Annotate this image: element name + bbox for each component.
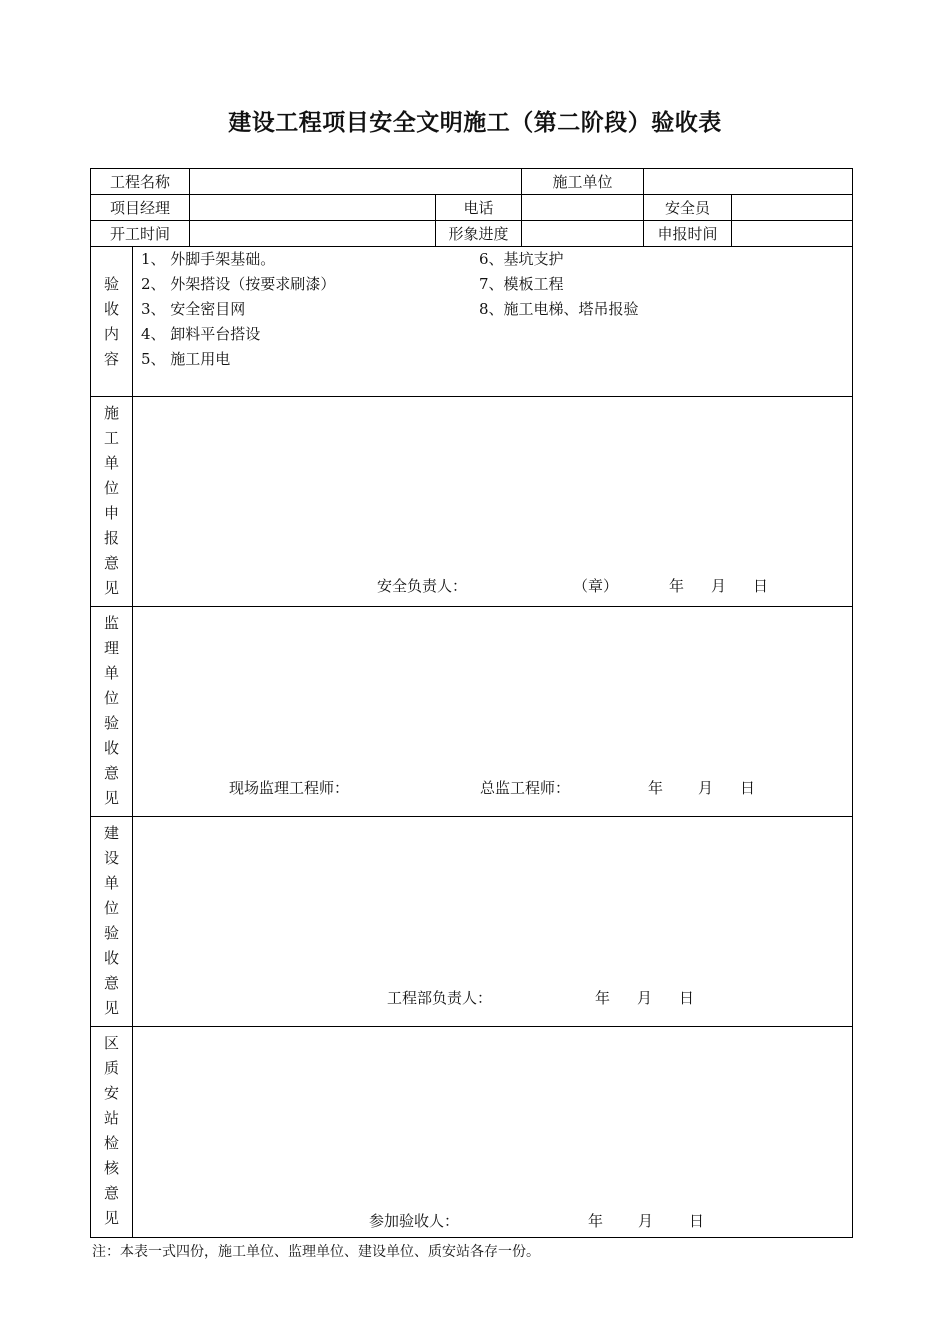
supervision-opinion-label-char: 单 (103, 664, 119, 682)
owner-opinion-label-char: 位 (103, 899, 119, 917)
supervision-opinion-label-char: 验 (103, 714, 119, 732)
construction-opinion-label-char: 工 (103, 429, 119, 447)
supervision-opinion-label-char: 收 (103, 739, 119, 757)
construction-opinion-label (91, 397, 133, 607)
project-name-label (91, 169, 190, 195)
safety-manager-signature-label: 安全负责人： (377, 577, 468, 595)
project-manager-text: 项目经理 (109, 199, 170, 217)
inspection-content (133, 247, 852, 397)
inspection-item: 2、 外架搭设（按要求刷漆） (141, 275, 336, 293)
construction-opinion-label-char: 单 (103, 454, 119, 472)
project-manager-field[interactable] (190, 195, 436, 221)
chief-supervisor-signature-label: 总监工程师： (480, 779, 571, 797)
document-title: 建设工程项目安全文明施工（第二阶段）验收表 (228, 110, 722, 136)
inspection-label-char: 内 (103, 325, 119, 343)
quality-station-opinion-label-char: 站 (103, 1109, 119, 1127)
quality-station-opinion-label-char: 质 (103, 1059, 119, 1077)
inspection-item: 5、 施工用电 (141, 350, 231, 368)
quality-station-opinion-label-char: 检 (103, 1134, 119, 1152)
inspection-item: 6、基坑支护 (479, 250, 564, 268)
day-label: 日 (753, 577, 769, 595)
inspection-item: 4、 卸料平台搭设 (141, 325, 261, 343)
quality-station-opinion-field[interactable] (133, 1027, 852, 1237)
start-time-field[interactable] (190, 221, 436, 247)
quality-station-opinion-label-char: 安 (103, 1084, 119, 1102)
quality-station-opinion-label-char: 区 (103, 1034, 119, 1052)
owner-opinion-label-char: 见 (103, 999, 119, 1017)
progress-text: 形象进度 (448, 225, 509, 243)
month-label: 月 (638, 1212, 654, 1230)
engineering-manager-signature-label: 工程部负责人： (387, 989, 493, 1007)
month-label: 月 (637, 989, 653, 1007)
month-label: 月 (698, 779, 714, 797)
footnote: 注：本表一式四份，施工单位、监理单位、建设单位、质安站各存一份。 (92, 1244, 540, 1260)
report-time-label (644, 221, 732, 247)
project-name-text: 工程名称 (109, 173, 170, 191)
safety-officer-label (644, 195, 732, 221)
inspection-label-char: 验 (103, 275, 119, 293)
construction-opinion-label-char: 申 (103, 504, 119, 522)
year-label: 年 (669, 577, 685, 595)
owner-opinion-label-char: 意 (103, 974, 119, 992)
seal-label: （章） (573, 577, 619, 595)
project-name-field[interactable] (190, 169, 522, 195)
construction-opinion-label-char: 见 (103, 579, 119, 597)
supervision-opinion-label-char: 监 (103, 614, 119, 632)
safety-officer-text: 安全员 (664, 199, 710, 217)
inspection-item: 7、模板工程 (479, 275, 564, 293)
quality-station-opinion-label-char: 意 (103, 1184, 119, 1202)
supervision-opinion-field[interactable] (133, 607, 852, 817)
construction-opinion-field[interactable] (133, 397, 852, 607)
construction-unit-field[interactable] (644, 169, 852, 195)
project-manager-label (91, 195, 190, 221)
year-label: 年 (648, 779, 664, 797)
quality-station-opinion-label-char: 核 (103, 1159, 119, 1177)
owner-opinion-field[interactable] (133, 817, 852, 1027)
start-time-label (91, 221, 190, 247)
progress-field[interactable] (522, 221, 644, 247)
construction-opinion-label-char: 报 (103, 529, 119, 547)
report-time-text: 申报时间 (657, 225, 718, 243)
day-label: 日 (740, 779, 756, 797)
acceptance-form (90, 168, 853, 1238)
owner-opinion-label (91, 817, 133, 1027)
month-label: 月 (711, 577, 727, 595)
owner-opinion-label-char: 验 (103, 924, 119, 942)
construction-opinion-label-char: 意 (103, 554, 119, 572)
quality-station-opinion-label (91, 1027, 133, 1237)
construction-opinion-label-char: 位 (103, 479, 119, 497)
day-label: 日 (679, 989, 695, 1007)
safety-officer-field[interactable] (732, 195, 852, 221)
inspection-item: 8、施工电梯、塔吊报验 (479, 300, 639, 318)
supervision-opinion-label-char: 见 (103, 789, 119, 807)
report-time-field[interactable] (732, 221, 852, 247)
year-label: 年 (595, 989, 611, 1007)
quality-station-opinion-label-char: 见 (103, 1209, 119, 1227)
phone-text: 电话 (463, 199, 494, 217)
supervision-opinion-label (91, 607, 133, 817)
site-supervisor-signature-label: 现场监理工程师： (229, 779, 350, 797)
start-time-text: 开工时间 (109, 225, 170, 243)
owner-opinion-label-char: 建 (103, 824, 119, 842)
day-label: 日 (689, 1212, 705, 1230)
year-label: 年 (588, 1212, 604, 1230)
construction-unit-text: 施工单位 (552, 173, 613, 191)
supervision-opinion-label-char: 意 (103, 764, 119, 782)
owner-opinion-label-char: 收 (103, 949, 119, 967)
owner-opinion-label-char: 设 (103, 849, 119, 867)
inspection-item: 1、 外脚手架基础。 (141, 250, 276, 268)
construction-opinion-label-char: 施 (103, 404, 119, 422)
supervision-opinion-label-char: 位 (103, 689, 119, 707)
inspection-label-char: 容 (103, 350, 119, 368)
inspection-label-char: 收 (103, 300, 119, 318)
inspection-item: 3、 安全密目网 (141, 300, 246, 318)
phone-field[interactable] (522, 195, 644, 221)
owner-opinion-label-char: 单 (103, 874, 119, 892)
supervision-opinion-label-char: 理 (103, 639, 119, 657)
inspection-label (91, 247, 133, 397)
progress-label (436, 221, 522, 247)
construction-unit-label (522, 169, 644, 195)
acceptance-participants-signature-label: 参加验收人： (369, 1212, 460, 1230)
phone-label (436, 195, 522, 221)
